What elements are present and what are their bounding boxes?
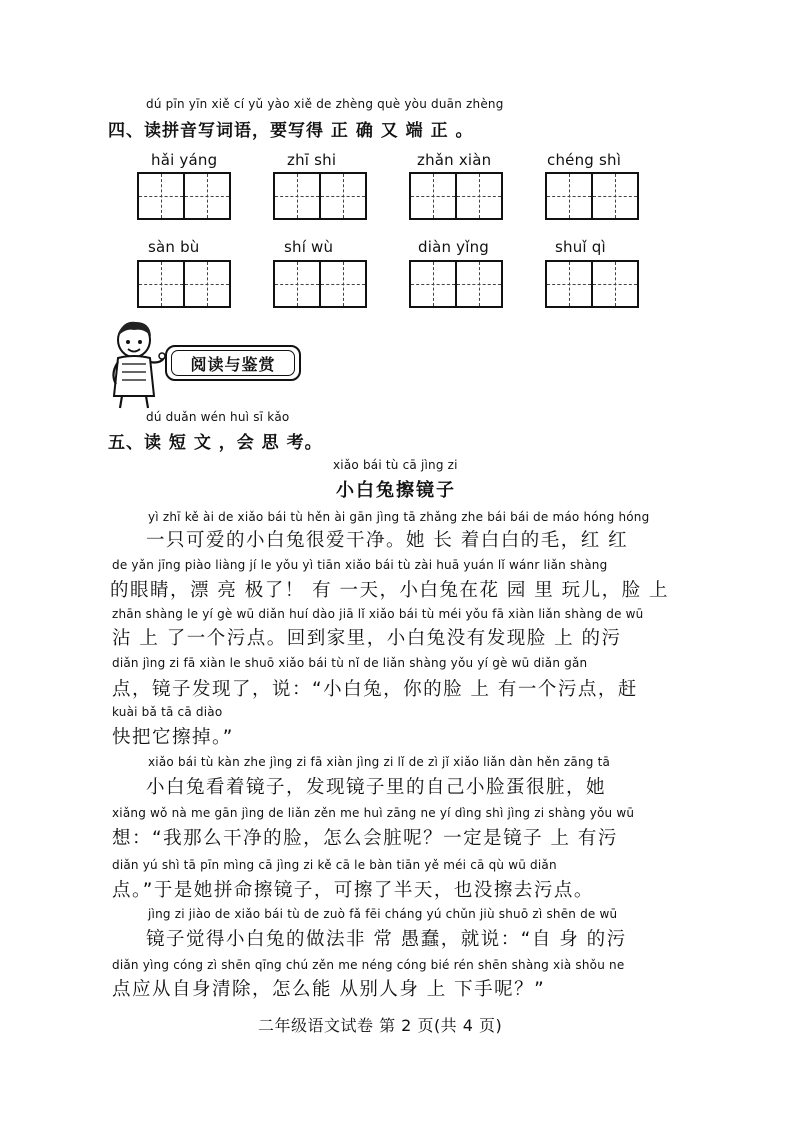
writing-box[interactable]: [409, 172, 503, 220]
story-line-pinyin: de yǎn jīng piào liàng jí le yǒu yì tiān xiǎo bái tù zài huā yuán lǐ wánr liǎn shàng: [112, 558, 608, 572]
writing-box[interactable]: [137, 172, 231, 220]
section4-pinyin: dú pīn yīn xiě cí yǔ yào xiě de zhèng què yòu duān zhèng: [146, 97, 504, 111]
story-title-pinyin: xiǎo bái tù cā jìng zi: [333, 458, 458, 472]
word-pinyin: shuǐ qì: [555, 238, 606, 256]
writing-box[interactable]: [409, 260, 503, 308]
section5-pinyin: dú duǎn wén huì sī kǎo: [146, 410, 290, 424]
story-line-text: 沾 上 了一个污点。回到家里，小白兔没有发现脸 上 的污: [112, 628, 622, 649]
story-line-text: 点应从自身清除，怎么能 从别人身 上 下手呢？”: [112, 979, 546, 1000]
story-line-pinyin: jìng zi jiào de xiǎo bái tù de zuò fǎ fēi cháng yú chǔn jiù shuō zì shēn de wū: [148, 907, 618, 921]
word-pinyin: shí wù: [284, 238, 334, 256]
reading-section-badge: [165, 345, 301, 381]
story-line-pinyin: xiǎo bái tù kàn zhe jìng zi fā xiàn jìng zi lǐ de zì jǐ xiǎo liǎn dàn hěn zāng tā: [148, 755, 611, 769]
story-line-text: 快把它擦掉。”: [112, 727, 234, 748]
writing-box[interactable]: [545, 172, 639, 220]
story-title: 小白兔擦镜子: [336, 480, 456, 501]
story-line-text: 一只可爱的小白兔很爱干净。她 长 着白白的毛，红 红: [146, 530, 629, 551]
word-pinyin: sàn bù: [148, 238, 200, 256]
word-pinyin: zhǎn xiàn: [417, 151, 492, 169]
story-line-pinyin: kuài bǎ tā cā diào: [112, 705, 223, 719]
page-footer: 二年级语文试卷 第 2 页(共 4 页): [258, 1016, 503, 1035]
writing-box[interactable]: [273, 260, 367, 308]
word-pinyin: hǎi yáng: [151, 151, 218, 169]
section5-heading: 五、读 短 文 ，会 思 考。: [108, 433, 323, 453]
boy-illustration: [104, 318, 166, 410]
writing-box[interactable]: [545, 260, 639, 308]
story-line-text: 镜子觉得小白兔的做法非 常 愚蠢，就说：“自 身 的污: [146, 929, 627, 950]
word-pinyin: zhī shi: [287, 151, 337, 169]
story-line-text: 想：“我那么干净的脸，怎么会脏呢？一定是镜子 上 有污: [112, 828, 618, 849]
story-line-pinyin: yì zhī kě ài de xiǎo bái tù hěn ài gān jìng tā zhǎng zhe bái bái de máo hóng hóng: [148, 510, 650, 524]
story-line-pinyin: diǎn jìng zi fā xiàn le shuō xiǎo bái tù nǐ de liǎn shàng yǒu yí gè wū diǎn gǎn: [112, 656, 588, 670]
story-line-pinyin: xiǎng wǒ nà me gān jìng de liǎn zěn me huì zāng ne yí dìng shì jìng zi shàng yǒu wū: [112, 806, 635, 820]
writing-box[interactable]: [273, 172, 367, 220]
story-line-text: 点，镜子发现了，说：“小白兔，你的脸 上 有一个污点，赶: [112, 679, 638, 700]
section4-heading: 四、读拼音写词语，要写得 正 确 又 端 正 。: [108, 121, 474, 141]
story-line-pinyin: diǎn yìng cóng zì shēn qīng chú zěn me néng cóng bié rén shēn shàng xià shǒu ne: [112, 958, 625, 972]
story-line-text: 小白兔看着镜子，发现镜子里的自己小脸蛋很脏，她: [146, 777, 607, 798]
writing-box[interactable]: [137, 260, 231, 308]
reading-badge-label: 阅读与鉴赏: [171, 350, 295, 376]
story-line-pinyin: diǎn yú shì tā pīn mìng cā jìng zi kě cā le bàn tiān yě méi cā qù wū diǎn: [112, 858, 557, 872]
story-line-pinyin: zhān shàng le yí gè wū diǎn huí dào jiā lǐ xiǎo bái tù méi yǒu fā xiàn liǎn shàng de wū: [112, 607, 644, 621]
story-line-text: 的眼睛，漂 亮 极了！ 有 一天，小白兔在花 园 里 玩儿，脸 上: [110, 580, 670, 601]
word-pinyin: diàn yǐng: [418, 238, 490, 256]
word-pinyin: chéng shì: [547, 151, 622, 169]
story-line-text: 点。”于是她拼命擦镜子，可擦了半天，也没擦去污点。: [112, 880, 594, 901]
